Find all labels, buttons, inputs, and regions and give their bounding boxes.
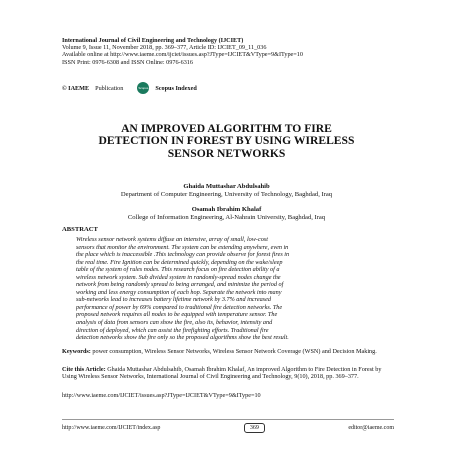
author-block <box>40 206 413 222</box>
page-footer <box>62 423 394 433</box>
citation-text: Ghaida Muttashar Abdulsahib, Osamah Ibrahim Khalaf, An improved Algorithm to Fire Detection in Forest by Using Wireless Sensor Networks, International Journal of Civil Engineering and Technology, 9(10), 2018, pp. 369–377. <box>62 366 382 381</box>
abstract-line: analysis of data from sensors can show the fire, also its, behavior, intensity and <box>76 319 273 327</box>
scopus-logo-icon: Scopus <box>137 82 149 94</box>
abstract-line: sub-networks lead to increases battery lifetime network by 3.7% and increased <box>76 296 271 304</box>
author-name: Osamah Ibrahim Khalaf <box>191 206 262 213</box>
abstract-line: performance of power by 69% compared to traditional fire detection networks. The <box>76 303 283 311</box>
author-affiliation: College of Information Engineering, Al-Nahrain University, Baghdad, Iraq <box>127 214 326 221</box>
author-block <box>40 183 413 199</box>
title-line: AN IMPROVED ALGORITHM TO FIRE <box>121 122 332 135</box>
author-affiliation: Department of Computer Engineering, University of Technology, Baghdad, Iraq <box>120 191 333 198</box>
abstract-body <box>76 236 380 342</box>
abstract-line: Wireless sensor network systems diffuse an intensive, array of small, low-cost <box>76 236 268 243</box>
scopus-indexed-label: Scopus Indexed <box>155 84 197 92</box>
abstract-line: the real time. Fire Ignition can be determined quickly, depending on the wake/sleep <box>76 258 283 266</box>
journal-name: International Journal of Civil Engineering and Technology (IJCIET) <box>62 37 244 44</box>
paper-title <box>50 123 403 160</box>
abstract-line: direction of deployed, which can assist the firefighting efforts. Traditional fire <box>76 326 269 334</box>
abstract-line: table of the system of rules nodes. This research focus on fire detection ability of a <box>76 266 280 274</box>
abstract-line: proposed network requires all nodes to be equipped with temperature sensor. The <box>76 311 278 319</box>
footer-email[interactable]: editor@iaeme.com <box>348 425 394 431</box>
citation-paragraph <box>62 366 396 381</box>
citation-link[interactable]: http://www.iaeme.com/IJCIET/issues.asp?JType=IJCIET&VType=9&IType=10 <box>62 392 261 399</box>
keywords-paragraph <box>62 348 392 355</box>
abstract-line: the place which is inaccessible .This technology can provide observe for forest fires in <box>76 251 290 259</box>
issn-line: ISSN Print: 0976-6308 and ISSN Online: 0976-6316 <box>62 58 193 66</box>
publication-label: Publication <box>95 84 124 92</box>
abstract-heading: ABSTRACT <box>62 226 98 233</box>
keywords-label: Keywords: <box>62 348 91 355</box>
author-name: Ghaida Muttashar Abdulsahib <box>183 183 270 190</box>
title-line: SENSOR NETWORKS <box>167 146 286 160</box>
abstract-line: wireless network system. Sub divided system in randomly-spread nodes change the <box>76 273 281 281</box>
title-line: DETECTION IN FOREST BY USING WIRELESS <box>98 134 355 148</box>
publisher-line <box>62 82 197 94</box>
journal-header <box>62 37 402 66</box>
volume-line: Volume 9, Issue 11, November 2018, pp. 369–377, Article ID: IJCIET_09_11_036 <box>62 44 267 52</box>
footer-url[interactable]: http://www.iaeme.com/IJCIET/index.asp <box>62 425 161 431</box>
footer-divider <box>62 419 394 420</box>
abstract-line: network from being randomly spread to being arranged, and minimize the period of <box>76 281 284 289</box>
copyright-label: © IAEME <box>62 84 90 92</box>
keywords-text: power consumption, Wireless Sensor Networks, Wireless Sensor Network Coverage (WSN) and Decision Making. <box>92 348 377 355</box>
abstract-line: sensors that monitor the environment. The system can be extending anywhere, even in <box>76 243 289 251</box>
citation-label: Cite this Article: <box>62 366 106 373</box>
abstract-line: working and less energy consumption of each hop. Separate the network into many <box>76 288 282 296</box>
abstract-line: detection networks show the fire only so the proposed algorithms show the best result. <box>76 334 289 342</box>
online-line: Available online at http://www.iaeme.com/ijciet/issues.asp?JType=IJCIET&VType=9&IType=10 <box>62 51 303 59</box>
page-number: 369 <box>244 423 265 433</box>
